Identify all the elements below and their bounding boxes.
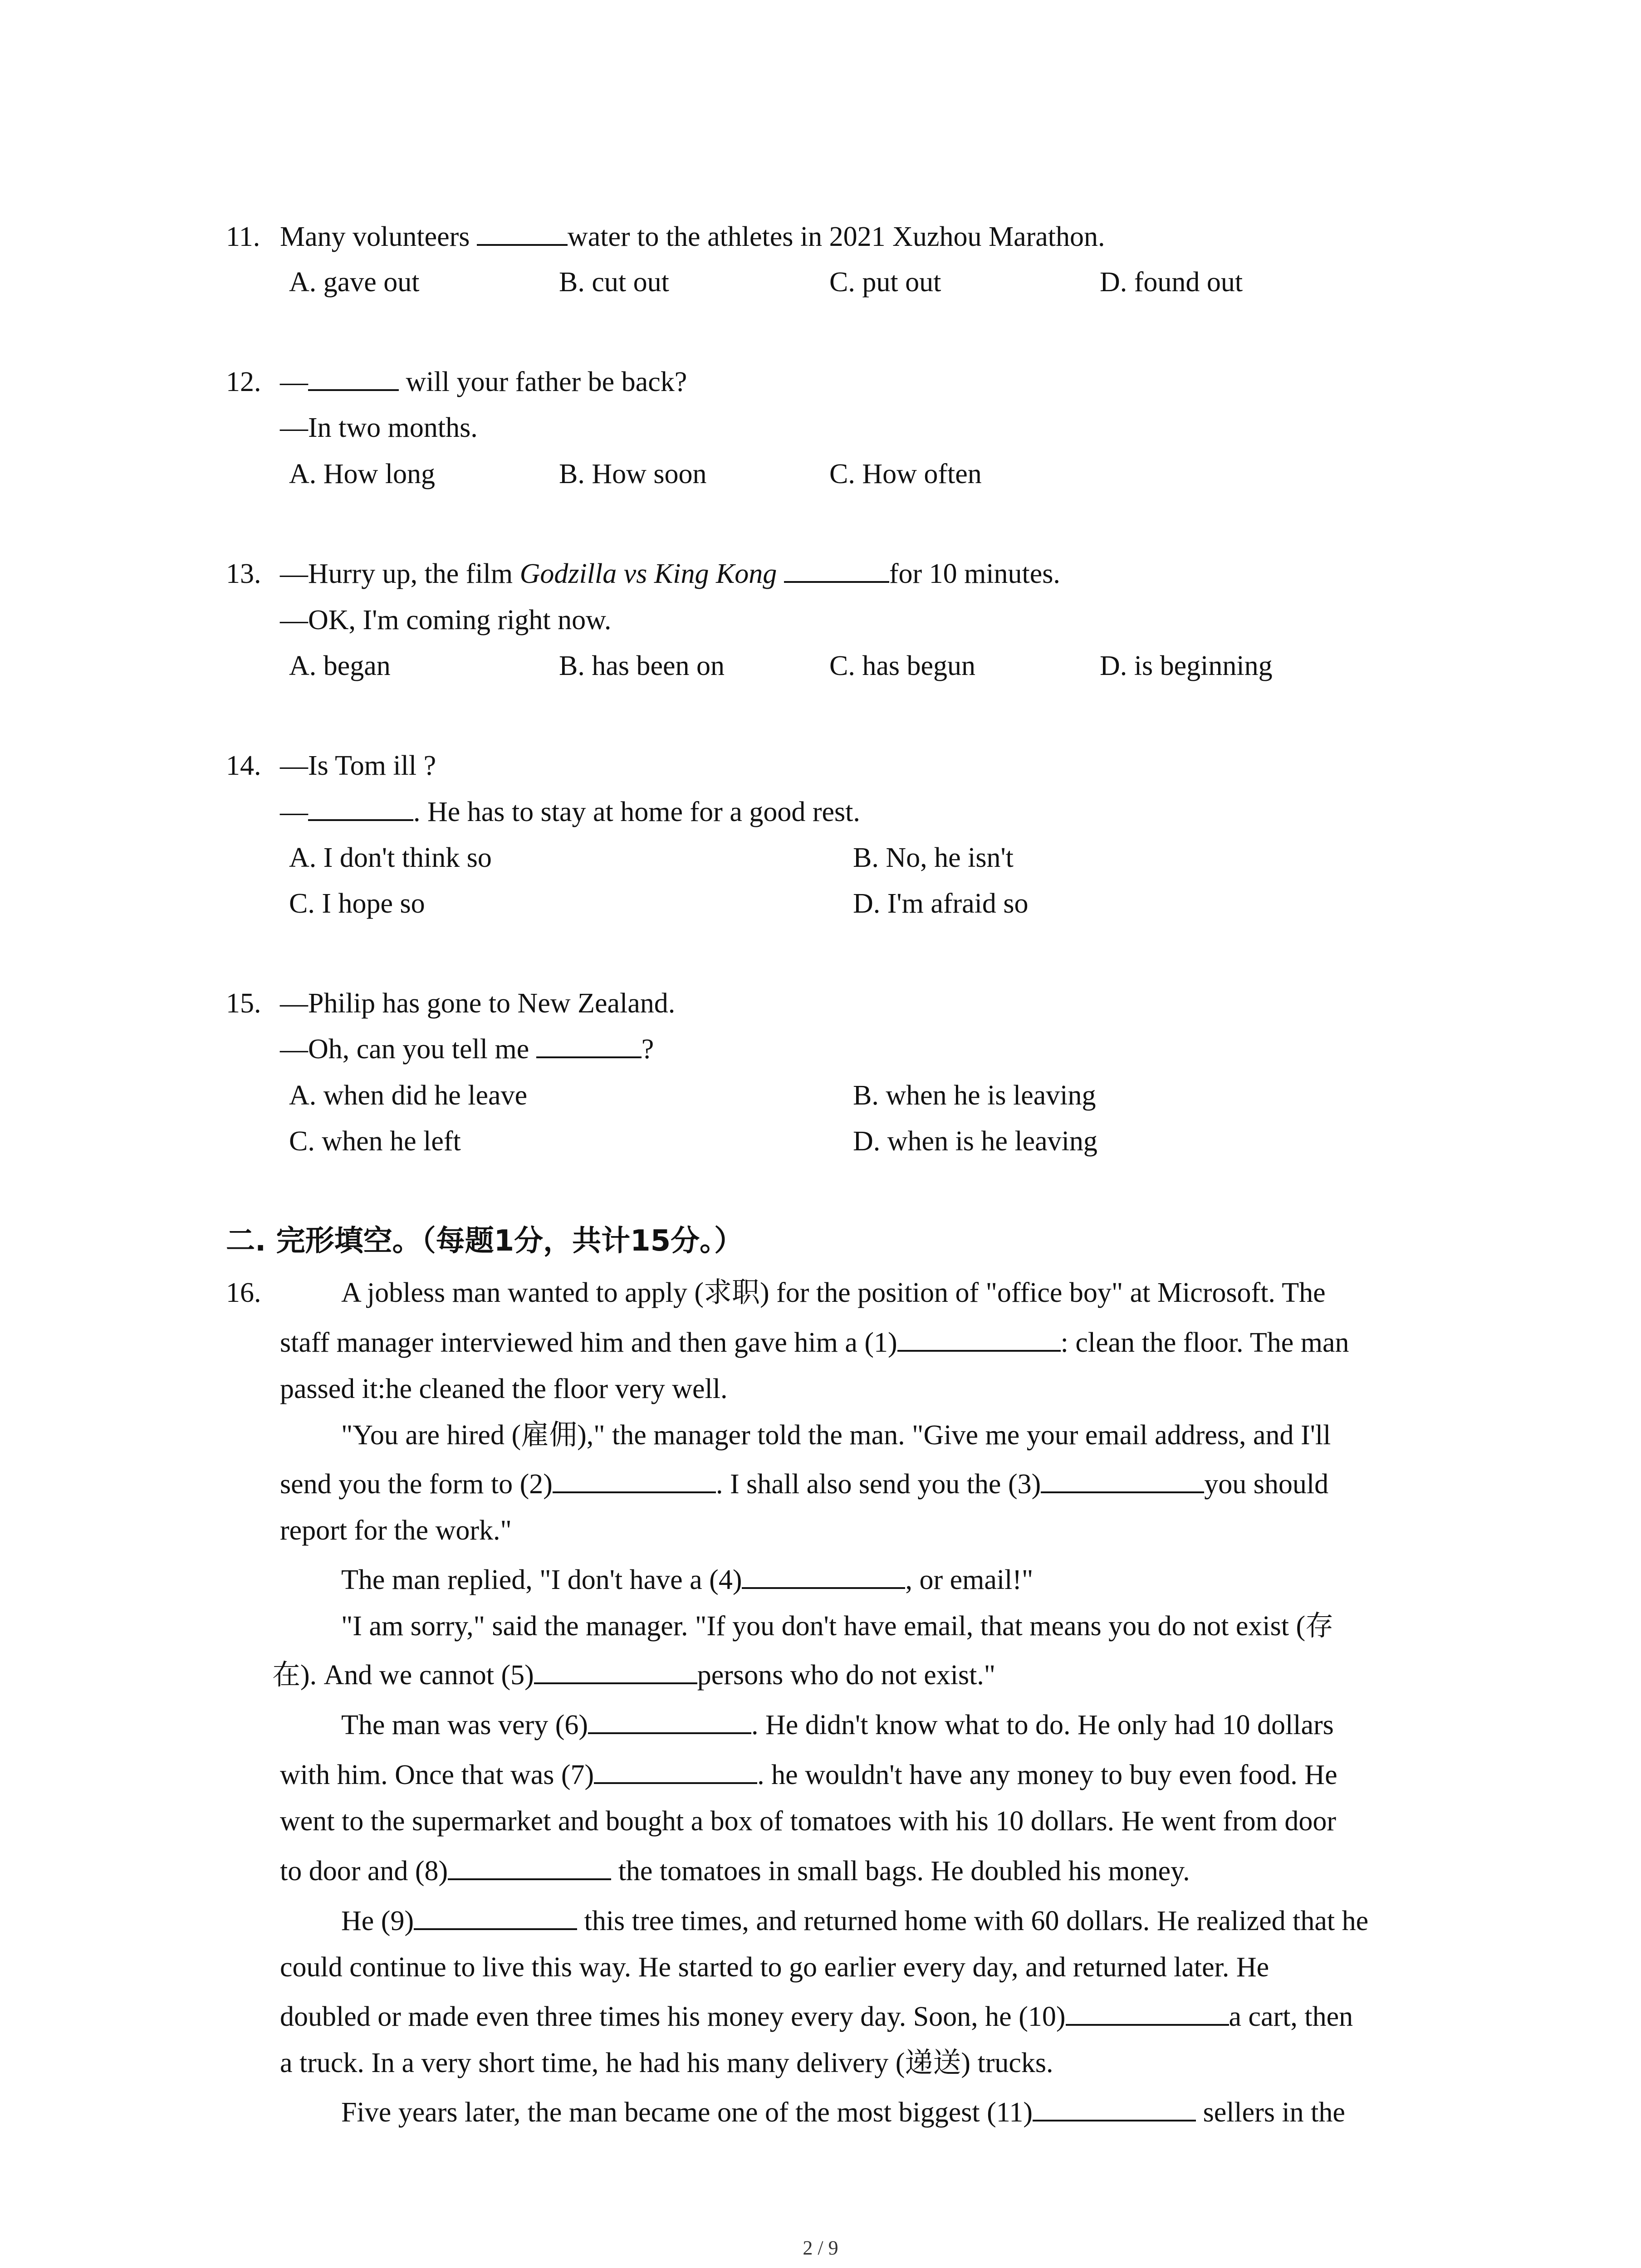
passage-line: He (9) this tree times, and returned home with 60 dollars. He realized that he xyxy=(341,1903,1368,1939)
dialogue-line: —Is Tom ill ? xyxy=(280,750,436,781)
answer-blank xyxy=(784,556,889,583)
dialogue-line: —In two months. xyxy=(280,412,478,443)
passage-line: send you the form to (2) . I shall also send you the (3) you should xyxy=(280,1466,1328,1502)
option-a: A. How long xyxy=(289,459,436,489)
option-c: C. has begun xyxy=(829,650,976,681)
passage-line: "You are hired (雇佣)," the manager told the man. "Give me your email address, and I'll xyxy=(341,1420,1331,1451)
answer-blank xyxy=(308,794,413,821)
answer-blank xyxy=(448,1853,611,1880)
option-a: A. when did he leave xyxy=(289,1080,528,1111)
passage-line: could continue to live this way. He started to go earlier every day, and returned later. He xyxy=(280,1952,1269,1983)
option-c: C. How often xyxy=(829,459,982,489)
answer-blank xyxy=(553,1466,716,1493)
passage-line: The man was very (6) . He didn't know what to do. He only had 10 dollars xyxy=(341,1707,1334,1743)
option-a: A. gave out xyxy=(289,267,420,298)
passage-line: A jobless man wanted to apply (求职) for the position of "office boy" at Microsoft. The xyxy=(341,1277,1326,1308)
passage-line: a truck. In a very short time, he had his many delivery (递送) trucks. xyxy=(280,2048,1053,2078)
passage-line: "I am sorry," said the manager. "If you don't have email, that means you do not exist (存 xyxy=(341,1611,1334,1642)
option-a: A. began xyxy=(289,650,391,681)
answer-blank xyxy=(534,1657,697,1684)
passage-line: 在). And we cannot (5) persons who do not exist." xyxy=(272,1657,995,1693)
option-b: B. when he is leaving xyxy=(853,1080,1096,1111)
question-number: 16. xyxy=(226,1277,261,1308)
section-heading: 二. 完形填空。（每题1分，共计15分。） xyxy=(226,1224,744,1258)
answer-blank xyxy=(1066,1999,1229,2026)
question-number: 14. xyxy=(226,750,261,781)
passage-line: report for the work." xyxy=(280,1515,512,1546)
passage-line: passed it:he cleaned the floor very well. xyxy=(280,1374,728,1404)
question-stem: — will your father be back? xyxy=(280,364,687,400)
answer-blank xyxy=(1041,1466,1204,1493)
option-d: D. I'm afraid so xyxy=(853,888,1029,919)
answer-blank xyxy=(536,1031,642,1058)
passage-line: to door and (8) the tomatoes in small bags. He doubled his money. xyxy=(280,1853,1190,1889)
dialogue-line: —Philip has gone to New Zealand. xyxy=(280,988,676,1019)
answer-blank xyxy=(594,1757,757,1784)
option-b: B. No, he isn't xyxy=(853,842,1014,873)
answer-blank xyxy=(588,1707,751,1734)
dialogue-line: —OK, I'm coming right now. xyxy=(280,605,612,635)
answer-blank xyxy=(414,1903,577,1930)
option-d: D. when is he leaving xyxy=(853,1126,1097,1157)
passage-line: went to the supermarket and bought a box of tomatoes with his 10 dollars. He went from door xyxy=(280,1806,1336,1837)
answer-blank xyxy=(477,219,568,246)
page-number: 2 / 9 xyxy=(803,2237,838,2259)
passage-line: Five years later, the man became one of the most biggest (11) sellers in the xyxy=(341,2094,1345,2131)
answer-blank xyxy=(308,364,399,391)
option-c: C. when he left xyxy=(289,1126,461,1157)
option-c: C. put out xyxy=(829,267,941,298)
passage-line: staff manager interviewed him and then gave him a (1) : clean the floor. The man xyxy=(280,1325,1349,1361)
question-stem: Many volunteers water to the athletes in 2021 Xuzhou Marathon. xyxy=(280,219,1105,255)
answer-blank xyxy=(1033,2094,1196,2121)
answer-blank xyxy=(742,1562,905,1589)
option-b: B. cut out xyxy=(559,267,669,298)
passage-line: with him. Once that was (7) . he wouldn't have any money to buy even food. He xyxy=(280,1757,1337,1793)
option-d: D. found out xyxy=(1100,267,1243,298)
option-d: D. is beginning xyxy=(1100,650,1273,681)
question-number: 12. xyxy=(226,367,261,397)
option-b: B. has been on xyxy=(559,650,725,681)
passage-line: doubled or made even three times his money every day. Soon, he (10) a cart, then xyxy=(280,1999,1353,2035)
question-number: 11. xyxy=(226,221,260,252)
question-number: 15. xyxy=(226,988,261,1019)
question-stem: —Hurry up, the film Godzilla vs King Kong for 10 minutes. xyxy=(280,556,1060,592)
option-a: A. I don't think so xyxy=(289,842,492,873)
question-stem: — . He has to stay at home for a good rest. xyxy=(280,794,860,830)
question-number: 13. xyxy=(226,558,261,589)
answer-blank xyxy=(897,1325,1061,1352)
option-b: B. How soon xyxy=(559,459,707,489)
question-stem: —Oh, can you tell me ? xyxy=(280,1031,654,1067)
option-c: C. I hope so xyxy=(289,888,425,919)
passage-line: The man replied, "I don't have a (4) , or email!" xyxy=(341,1562,1033,1598)
